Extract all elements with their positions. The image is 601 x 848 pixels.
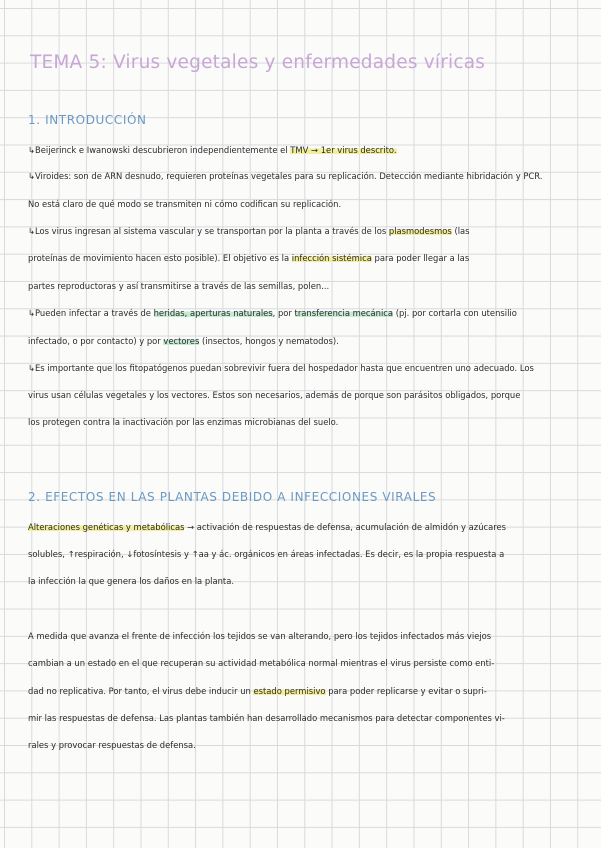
page-title: TEMA 5: Virus vegetales y enfermedades víricas [30, 52, 486, 73]
text-line [28, 281, 576, 292]
text-run: → activación de respuestas de defensa, acumulación de almidón y azúcares [184, 522, 507, 532]
text-line [28, 740, 576, 751]
text-line [28, 686, 576, 697]
text-line [28, 522, 576, 533]
text-line [28, 171, 576, 182]
text-run: proteínas de movimiento hacen esto posible). El objetivo es la [28, 253, 292, 263]
text-line [28, 226, 576, 237]
section-heading: 2. EFECTOS EN LAS PLANTAS DEBIDO A INFECCIONES VIRALES [28, 490, 437, 504]
highlighted-text: transferencia mecánica [294, 308, 394, 318]
text-line [28, 199, 576, 210]
highlighted-text: heridas, aperturas naturales [153, 308, 273, 318]
text-run: dad no replicativa. Por tanto, el virus debe inducir un [28, 686, 254, 696]
text-run: rales y provocar respuestas de defensa. [28, 740, 196, 750]
text-line [28, 417, 576, 428]
text-line [28, 308, 576, 319]
text-run: , por [272, 308, 295, 318]
text-run: (las [451, 226, 470, 236]
text-run: ↳Los virus ingresan al sistema vascular y se transportan por la planta a través de los [28, 226, 389, 236]
text-run: los protegen contra la inactivación por las enzimas microbianas del suelo. [28, 417, 339, 427]
text-line [28, 658, 576, 669]
text-run: (insectos, hongos y nematodos). [199, 336, 339, 346]
text-run: ↳Viroides: son de ARN desnudo, requieren proteínas vegetales para su replicación. Detección mediante hibridación y PCR. [28, 171, 543, 181]
highlighted-text: TMV → 1er virus descrito. [290, 145, 397, 155]
text-run: cambian a un estado en el que recuperan su actividad metabólica normal mientras el virus persiste como enti- [28, 658, 495, 668]
highlighted-text: plasmodesmos [388, 226, 452, 236]
text-run: mir las respuestas de defensa. Las plantas también han desarrollado mecanismos para detectar componentes vi- [28, 713, 505, 723]
text-run: ↳Es importante que los fitopatógenos puedan sobrevivir fuera del hospedador hasta que encuentren uno adecuado. Los [28, 363, 534, 373]
text-run: partes reproductoras y así transmitirse a través de las semillas, polen... [28, 281, 330, 291]
text-line [28, 549, 576, 560]
highlighted-text: Alteraciones genéticas y metabólicas [28, 522, 185, 532]
text-run: virus usan células vegetales y los vectores. Estos son necesarios, además de porque son parásitos obligados, porque [28, 390, 521, 400]
text-run: la infección la que genera los daños en la planta. [28, 576, 235, 586]
text-run: ↳Beijerinck e Iwanowski descubrieron independientemente el [28, 145, 291, 155]
text-line [28, 631, 576, 642]
highlighted-text: estado permisivo [253, 686, 326, 696]
text-line [28, 713, 576, 724]
highlighted-text: infección sistémica [291, 253, 372, 263]
text-line [28, 145, 576, 156]
text-run: para poder llegar a las [371, 253, 470, 263]
text-line [28, 576, 576, 587]
text-line [28, 363, 576, 374]
text-run: infectado, o por contacto) y por [28, 336, 164, 346]
text-run: ↳Pueden infectar a través de [28, 308, 154, 318]
text-line [28, 336, 576, 347]
text-run: solubles, ↑respiración, ↓fotosíntesis y ↑aa y ác. orgánicos en áreas infectadas. Es decir, es la propia respuesta a [28, 549, 505, 559]
text-run: (pj. por cortarla con utensilio [393, 308, 517, 318]
text-run: No está claro de qué modo se transmiten ni cómo codifican su replicación. [28, 199, 342, 209]
section-heading: 1. INTRODUCCIÓN [28, 113, 147, 127]
text-line [28, 390, 576, 401]
text-line [28, 253, 576, 264]
text-run: A medida que avanza el frente de infección los tejidos se van alterando, pero los tejidos infectados más viejos [28, 631, 492, 641]
text-run: para poder replicarse y evitar o supri- [325, 686, 487, 696]
highlighted-text: vectores [163, 336, 200, 346]
